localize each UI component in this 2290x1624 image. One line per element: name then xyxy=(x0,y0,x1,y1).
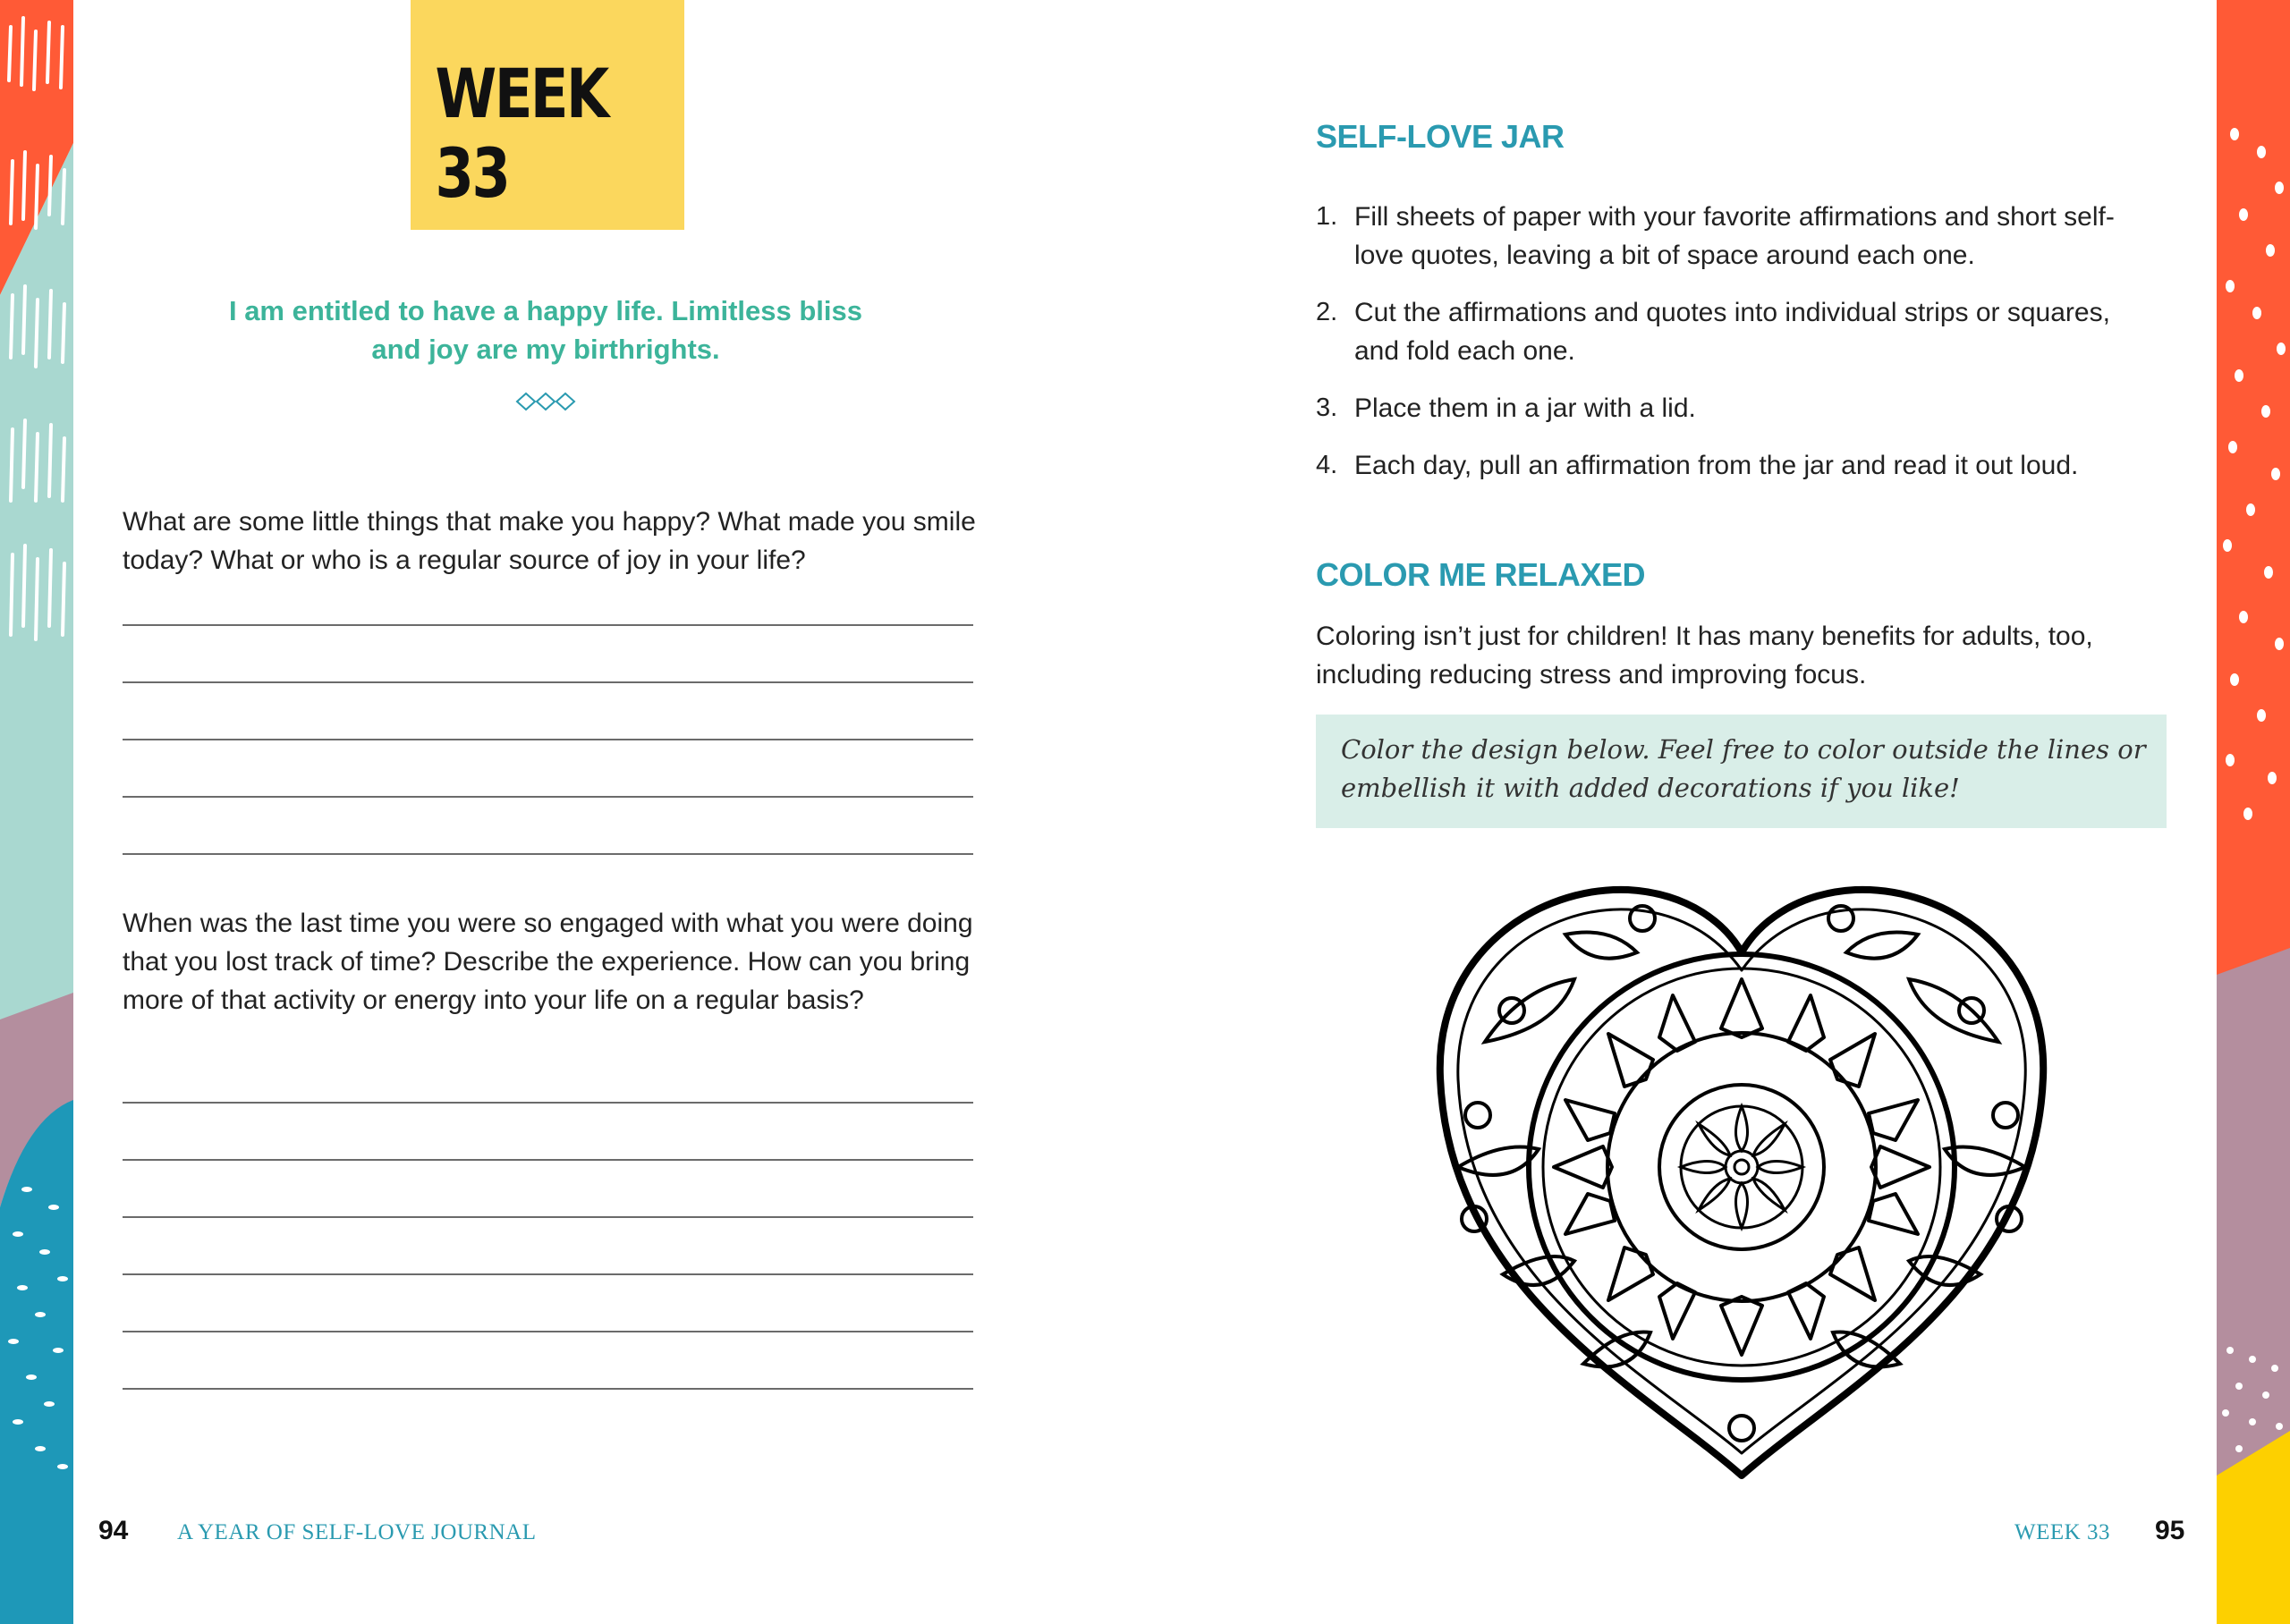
diamond-ornament-icon xyxy=(515,392,580,411)
writing-line[interactable] xyxy=(123,1216,973,1218)
step-text: Cut the affirmations and quotes into individual strips or squares, and fold each one. xyxy=(1354,298,2110,366)
writing-line[interactable] xyxy=(123,1388,973,1390)
step-text: Fill sheets of paper with your favorite affirmations and short self-love quotes, leaving a bit of space around each one. xyxy=(1354,202,2115,270)
step-number: 1. xyxy=(1316,202,1338,231)
writing-line[interactable] xyxy=(123,681,973,683)
writing-line[interactable] xyxy=(123,1273,973,1275)
week-title: WEEK 33 xyxy=(435,53,607,213)
section-title-color-me-relaxed: COLOR ME RELAXED xyxy=(1316,556,1646,593)
writing-line[interactable] xyxy=(123,1159,973,1161)
journal-prompt-2: When was the last time you were so engaged with what you were doing that you lost track of time? Describe the experience. How can you bring more of that activity or energy into your life on a regular basis? xyxy=(123,909,973,1015)
writing-line[interactable] xyxy=(123,1331,973,1332)
page-number-right: 95 xyxy=(2155,1516,2185,1545)
step-number: 2. xyxy=(1316,298,1338,326)
journal-prompt-1: What are some little things that make you happy? What made you smile today? What or who is a regular source of joy in your life? xyxy=(123,507,976,575)
coloring-description: Coloring isn’t just for children! It has many benefits for adults, too, including reducing stress and improving focus. xyxy=(1316,622,2093,689)
writing-line[interactable] xyxy=(123,853,973,855)
step-text: Place them in a jar with a lid. xyxy=(1354,393,1696,423)
abstract-pattern-right xyxy=(2217,0,2290,1624)
page-number-left: 94 xyxy=(98,1516,129,1545)
left-decorative-strip xyxy=(0,0,73,1624)
writing-line[interactable] xyxy=(123,1102,973,1104)
right-decorative-strip xyxy=(2217,0,2290,1624)
mandala-heart-illustration[interactable] xyxy=(1422,881,2062,1489)
writing-line[interactable] xyxy=(123,796,973,798)
week-title-box xyxy=(411,0,684,230)
section-title-self-love-jar: SELF-LOVE JAR xyxy=(1316,118,1565,155)
writing-line[interactable] xyxy=(123,739,973,740)
affirmation-quote: I am entitled to have a happy life. Limitless bliss and joy are my birthrights. xyxy=(228,295,863,365)
step-number: 3. xyxy=(1316,393,1338,422)
running-head-left: A YEAR OF SELF-LOVE JOURNAL xyxy=(177,1520,537,1544)
step-text: Each day, pull an affirmation from the jar and read it out loud. xyxy=(1354,451,2079,480)
writing-line[interactable] xyxy=(123,624,973,626)
abstract-pattern-left xyxy=(0,0,73,1624)
running-head-right: WEEK 33 xyxy=(2014,1520,2110,1544)
instruction-note-text: Color the design below. Feel free to color outside the lines or embellish it with added decorations if you like! xyxy=(1341,734,2146,803)
step-number: 4. xyxy=(1316,451,1338,479)
